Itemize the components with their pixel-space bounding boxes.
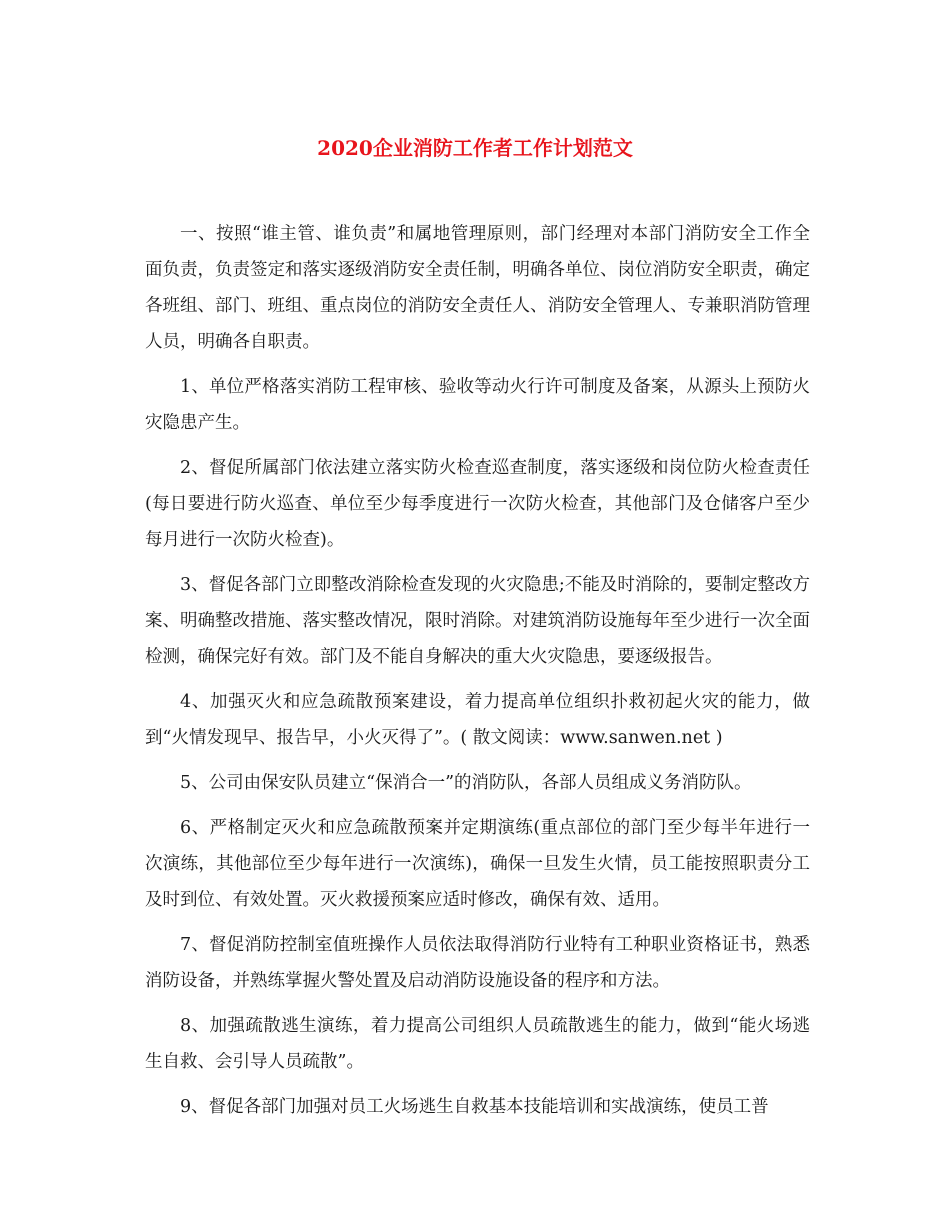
- paragraph-intro: 一、按照“谁主管、谁负责”和属地管理原则，部门经理对本部门消防安全工作全面负责，负责签定和落实逐级消防安全责任制，明确各单位、岗位消防安全职责，确定各班组、部门、班组、重点岗位的消防安全责任人、消防安全管理人、专兼职消防管理人员，明确各自职责。: [145, 224, 810, 352]
- paragraph-item-5: 5、公司由保安队员建立“保消合一”的消防队，各部人员组成义务消防队。: [180, 773, 752, 793]
- paragraph-item-6: 6、严格制定灭火和应急疏散预案并定期演练(重点部位的部门至少每半年进行一次演练，其他部位至少每年进行一次演练)，确保一旦发生火情，员工能按照职责分工及时到位、有效处置。灭火救援预案应适时修改，确保有效、适用。: [145, 818, 810, 910]
- paragraph-item-3: 3、督促各部门立即整改消除检查发现的火灾隐患;不能及时消除的，要制定整改方案、明确整改措施、落实整改情况，限时消除。对建筑消防设施每年至少进行一次全面检测，确保完好有效。部门及不能自身解决的重大火灾隐患，要逐级报告。: [145, 575, 810, 667]
- document-body: [145, 216, 810, 1134]
- paragraph-item-8: 8、加强疏散逃生演练，着力提高公司组织人员疏散逃生的能力，做到“能火场逃生自救、会引导人员疏散”。: [145, 1016, 810, 1072]
- paragraph-item-1: 1、单位严格落实消防工程审核、验收等动火行许可制度及备案，从源头上预防火灾隐患产生。: [145, 377, 810, 433]
- paragraph-item-9: 9、督促各部门加强对员工火场逃生自救基本技能培训和实战演练，使员工普: [180, 1097, 769, 1117]
- paragraph-item-7: 7、督促消防控制室值班操作人员依法取得消防行业特有工种职业资格证书，熟悉消防设备，并熟练掌握火警处置及启动消防设施设备的程序和方法。: [145, 935, 810, 991]
- paragraph-item-2: 2、督促所属部门依法建立落实防火检查巡查制度，落实逐级和岗位防火检查责任(每日要进行防火巡查、单位至少每季度进行一次防火检查，其他部门及仓储客户至少每月进行一次防火检查)。: [145, 458, 810, 550]
- document-title: 2020企业消防工作者工作计划范文: [317, 136, 633, 160]
- paragraph-item-4: 4、加强灭火和应急疏散预案建设，着力提高单位组织扑救初起火灾的能力，做到“火情发现早、报告早，小火灭得了”。( 散文阅读：www.sanwen.net ): [145, 692, 810, 748]
